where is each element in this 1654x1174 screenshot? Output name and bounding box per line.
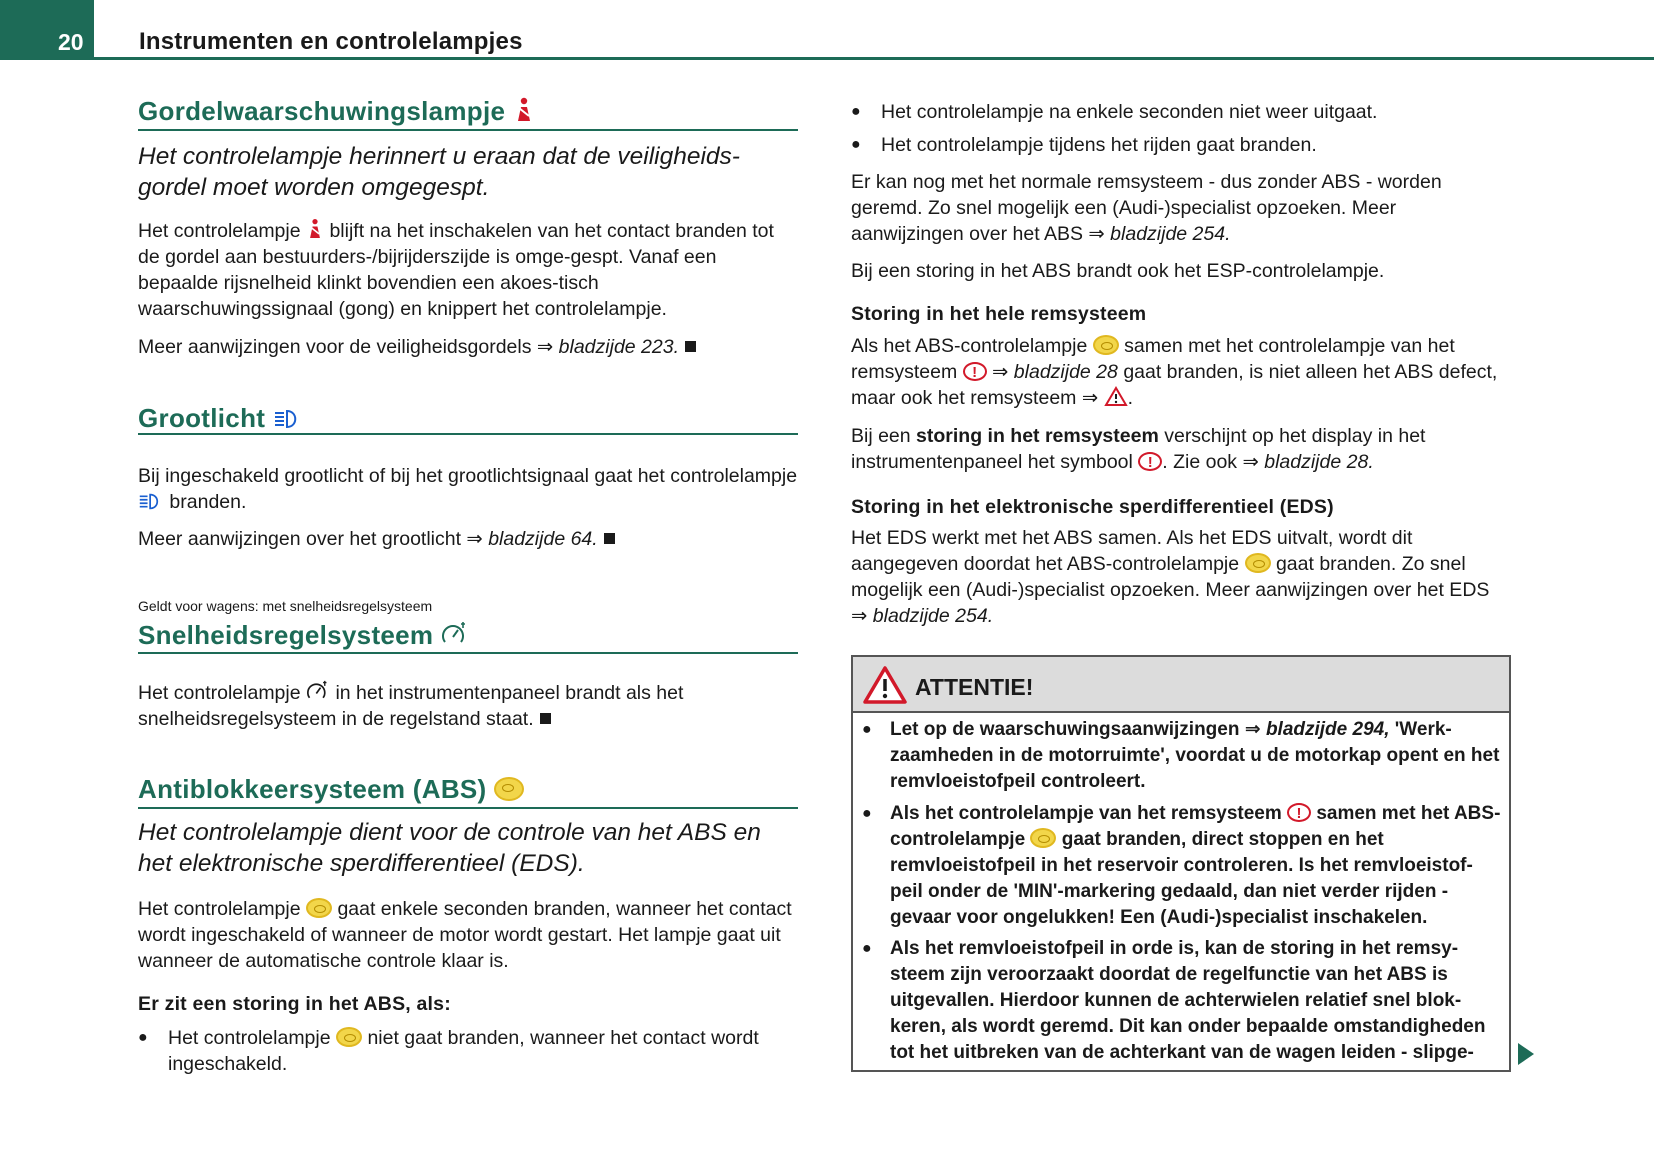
abs-icon — [1093, 335, 1119, 355]
seatbelt-intro: Het controlelampje herinnert u eraan dat de veiligheids-gordel moet worden omgegespt. — [138, 143, 740, 201]
seatbelt-paragraph-1 — [138, 218, 798, 322]
chapter-title: Instrumenten en controlelampjes — [139, 28, 523, 55]
abs-bullet1-a: Het controlelampje — [168, 1027, 331, 1049]
cruise-p1-b: in het instrumentenpaneel brandt als het snelheidsregelsysteem in de regelstand staat. — [138, 682, 684, 730]
warning-1-b: 'Werk-zaamheden in de motorruimte', voordat u de motorkap opent en het remvloeistofpeil controleert. — [890, 719, 1500, 792]
seatbelt-p1-a: Het controlelampje — [138, 220, 301, 242]
warning-box — [851, 655, 1511, 1072]
eds-p5-a: Het EDS werkt met het ABS samen. Als het EDS uitvalt, wordt dit aangegeven doordat het ABS-controlelampje — [851, 527, 1413, 575]
brake-p4-b: verschijnt op het display in het instrumentenpaneel het symbool — [851, 425, 1426, 473]
end-mark — [540, 713, 551, 724]
seatbelt-paragraph-2 — [138, 334, 798, 360]
abs-page-ref[interactable]: bladzijde 254. — [1110, 223, 1231, 245]
highbeam-paragraph-2 — [138, 526, 798, 552]
abs-heading-text: Antiblokkeersysteem (ABS) — [138, 774, 487, 804]
abs-fault-bullet-2: ● Het controlelampje na enkele seconden niet weer uitgaat. — [851, 99, 1511, 125]
warning-page-ref[interactable]: bladzijde 294, — [1265, 719, 1390, 740]
brake-fault-heading: Storing in het hele remsysteem — [851, 303, 1147, 325]
brake-icon — [1287, 803, 1311, 822]
seatbelt-p1-b: blijft na het inschakelen van het contact branden tot de gordel aan bestuurders-/bijrijderszijde is omge-gespt. Vanaf een bepaalde rijsnelheid klinkt bovendien een akoes-tisch waarschuwingssignaal (gong) en knippert het controlelampje. — [138, 220, 774, 320]
cruise-control-icon — [441, 621, 469, 647]
brake-p4-a: Bij een — [851, 425, 911, 447]
brake-p4-c: . Zie ook ⇒ — [1162, 451, 1259, 473]
warning-triangle-icon — [862, 665, 908, 705]
abs-fault-bullet-3: ● Het controlelampje tijdens het rijden gaat branden. — [851, 132, 1511, 158]
abs-intro: Het controlelampje dient voor de controle van het ABS en het elektronische sperdifferentieel (EDS). — [138, 819, 761, 877]
highbeam-p1-b: branden. — [169, 491, 247, 513]
warning-header — [853, 657, 1509, 713]
warning-title: ATTENTIE! — [915, 674, 1034, 700]
brake-p3-b: samen met het controlelampje van het remsysteem — [851, 335, 1455, 383]
page-number-box — [0, 0, 94, 60]
abs-p1-b: gaat enkele seconden branden, wanneer het contact wordt ingeschakeld of wanneer de motor wordt gestart. Het lampje gaat uit wanneer de automatische controle klaar is. — [138, 898, 792, 972]
highbeam-heading-text: Grootlicht — [138, 403, 266, 433]
brake-icon — [963, 362, 987, 381]
cruise-heading-rule — [138, 652, 798, 654]
header-rule — [94, 57, 1654, 60]
abs-icon — [1245, 553, 1271, 573]
warning-2-b: samen met het ABS-controlelampje — [890, 803, 1501, 850]
abs-icon — [306, 898, 332, 918]
seatbelt-icon — [306, 218, 324, 240]
cruise-heading-text: Snelheidsregelsysteem — [138, 620, 434, 650]
highbeam-p1-a: Bij ingeschakeld grootlicht of bij het grootlichtsignaal gaat het controlelampje — [138, 465, 798, 487]
brake-fault-paragraph-1: Als het ABS-controlelampje samen met het controlelampje van het remsysteem ! ⇒ bladzijde 28 gaat branden, is niet alleen het ABS defect, maar ook het remsysteem ⇒ . — [851, 333, 1511, 411]
high-beam-icon — [273, 408, 303, 430]
cruise-control-icon — [306, 680, 330, 702]
eds-page-ref[interactable]: bladzijde 254. — [872, 605, 994, 627]
abs-icon — [1030, 828, 1056, 848]
highbeam-paragraph-1 — [138, 463, 798, 515]
warning-item-2 — [860, 801, 1505, 931]
seatbelt-page-ref[interactable]: bladzijde 223. — [558, 336, 679, 358]
abs-heading-rule — [138, 807, 798, 809]
right-paragraph-2: Bij een storing in het ABS brandt ook het ESP-controlelampje. — [851, 260, 1385, 282]
abs-p1-a: Het controlelampje — [138, 898, 301, 920]
seatbelt-heading-text: Gordelwaarschuwingslampje — [138, 96, 506, 126]
right-paragraph-1 — [851, 169, 1511, 247]
brake-page-ref[interactable]: bladzijde 28 — [1013, 361, 1118, 383]
seatbelt-icon — [513, 97, 535, 123]
brake-p4-bold: storing in het remsysteem — [916, 425, 1159, 447]
eds-fault-heading: Storing in het elektronische sperdifferentieel (EDS) — [851, 496, 1334, 518]
abs-fault-bullet-1 — [138, 1025, 798, 1077]
abs-heading — [138, 774, 524, 805]
eds-fault-paragraph — [851, 525, 1511, 629]
brake-p3-a: Als het ABS-controlelampje — [851, 335, 1088, 357]
brake-p3-d: gaat branden, is niet alleen het ABS defect, maar ook het remsysteem ⇒ — [851, 361, 1498, 409]
seatbelt-heading — [138, 96, 535, 127]
continue-arrow-icon — [1518, 1043, 1534, 1065]
brake-p3-c: ⇒ — [992, 361, 1009, 383]
brake-icon — [1138, 452, 1162, 471]
abs-fault-heading: Er zit een storing in het ABS, als: — [138, 993, 451, 1015]
warning-2-c: gaat branden, direct stoppen en het remvloeistofpeil in het reservoir controleren. Is het remvloeistof-peil onder de 'MIN'-markering gedaald, dan niet verder rijden - gevaar voor ongelukken! Een (Audi-)specialist inschakelen. — [890, 829, 1473, 928]
abs-bullet1-b: niet gaat branden, wanneer het contact wordt ingeschakeld. — [168, 1027, 759, 1075]
warning-triangle-icon — [1104, 386, 1128, 407]
end-mark — [604, 533, 615, 544]
brake-page-ref-2[interactable]: bladzijde 28. — [1264, 451, 1374, 473]
warning-item-1 — [860, 717, 1505, 795]
right-p1-a: Er kan nog met het normale remsysteem - dus zonder ABS - worden geremd. Zo snel mogelijk een (Audi-)specialist opzoeken. Meer aanwijzingen over het ABS ⇒ — [851, 171, 1442, 245]
cruise-paragraph-1 — [138, 680, 798, 732]
warning-item-3: ● Als het remvloeistofpeil in orde is, kan de storing in het remsy-steem zijn veroorzaakt doordat de regelfunctie van het ABS is uitgevallen. Hierdoor kunnen de achterwielen relatief snel blok-keren, als wordt geremd. Dit kan onder bepaalde omstandigheden tot het uitbreken van de achterkant van de wagen leiden - slipge- — [860, 936, 1505, 1066]
highbeam-heading — [138, 403, 303, 434]
abs-icon — [336, 1027, 362, 1047]
cruise-heading — [138, 620, 469, 651]
page-number: 20 — [58, 29, 84, 55]
end-mark — [685, 341, 696, 352]
seatbelt-heading-rule — [138, 129, 798, 131]
highbeam-p2-a: Meer aanwijzingen over het grootlicht ⇒ — [138, 528, 483, 550]
warning-1-a: Let op de waarschuwingsaanwijzingen ⇒ — [890, 719, 1261, 740]
cruise-p1-a: Het controlelampje — [138, 682, 301, 704]
highbeam-page-ref[interactable]: bladzijde 64. — [488, 528, 598, 550]
warning-2-a: Als het controlelampje van het remsysteem — [890, 803, 1282, 824]
seatbelt-p2-a: Meer aanwijzingen voor de veiligheidsgordels ⇒ — [138, 336, 554, 358]
abs-paragraph-1 — [138, 896, 798, 974]
abs-icon — [494, 777, 524, 801]
eds-p5-b: gaat branden. Zo snel mogelijk een (Audi-)specialist opzoeken. Meer aanwijzingen over het EDS ⇒ — [851, 553, 1490, 627]
highbeam-heading-rule — [138, 433, 798, 435]
cruise-applies-note: Geldt voor wagens: met snelheidsregelsysteem — [138, 598, 433, 614]
high-beam-icon — [138, 492, 164, 511]
brake-fault-paragraph-2 — [851, 423, 1511, 475]
